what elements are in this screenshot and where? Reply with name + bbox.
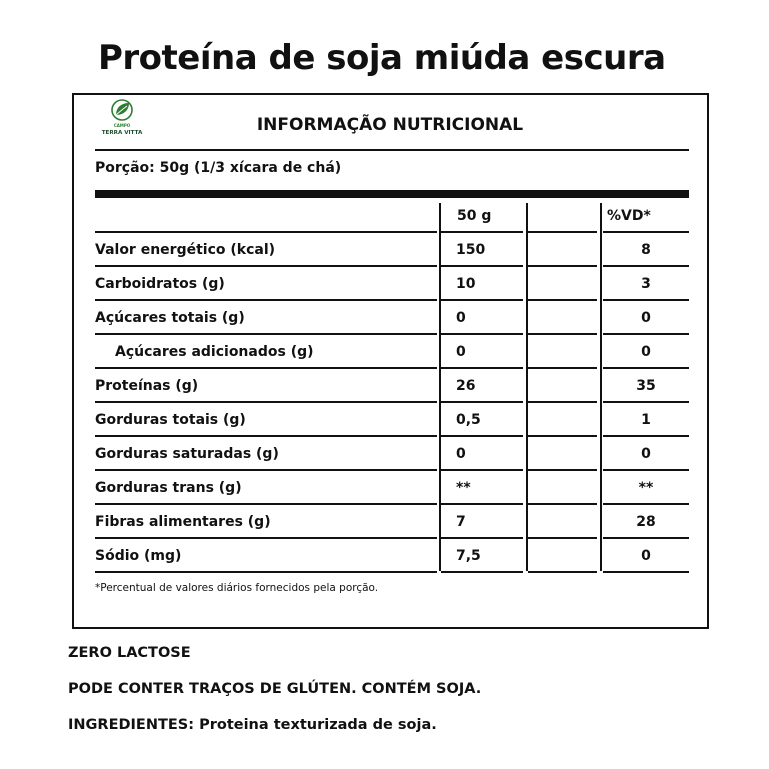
nutrient-amount: 10 (456, 276, 476, 292)
nutrient-label: Valor energético (kcal) (95, 242, 276, 258)
nutrient-amount: 0,5 (456, 412, 481, 428)
row-divider (603, 265, 689, 267)
row-divider (603, 503, 689, 505)
row-divider (603, 435, 689, 437)
nutrient-dv: 1 (641, 412, 651, 428)
nutrient-dv: ** (638, 480, 654, 496)
nutrient-amount: 0 (456, 310, 466, 326)
footnote: *Percentual de valores diários fornecidos pela porção. (95, 582, 379, 594)
row-divider (441, 231, 523, 233)
nutrient-label: Proteínas (g) (95, 378, 199, 394)
nutrient-amount: 26 (456, 378, 476, 394)
ingredients-text: Proteina texturizada de soja. (199, 717, 437, 733)
nutrient-amount: 7,5 (456, 548, 481, 564)
thick-divider (95, 190, 689, 198)
row-divider (528, 435, 597, 437)
row-divider (528, 401, 597, 403)
row-divider (528, 265, 597, 267)
heading-divider (95, 149, 689, 151)
nutrient-dv: 0 (641, 548, 651, 564)
nutrient-label: Gorduras saturadas (g) (95, 446, 279, 462)
row-divider (95, 265, 437, 267)
column-divider (439, 203, 441, 571)
portion-size: Porção: 50g (1/3 xícara de chá) (95, 160, 342, 176)
row-divider (528, 503, 597, 505)
row-divider (95, 333, 437, 335)
ingredients-note (68, 715, 437, 735)
row-divider (528, 299, 597, 301)
product-title: Proteína de soja miúda escura (98, 38, 666, 78)
row-divider (603, 571, 689, 573)
nutrient-label: Gorduras totais (g) (95, 412, 246, 428)
nutrient-label: Fibras alimentares (g) (95, 514, 271, 530)
row-divider (603, 367, 689, 369)
logo-top-text: CAMPO (113, 123, 131, 128)
ingredients-label: INGREDIENTES: (68, 717, 195, 733)
row-divider (441, 401, 523, 403)
row-divider (95, 231, 437, 233)
row-divider (95, 469, 437, 471)
row-divider (528, 231, 597, 233)
leaf-icon (97, 98, 147, 124)
panel-heading: INFORMAÇÃO NUTRICIONAL (256, 115, 524, 135)
header-amount: 50 g (457, 208, 492, 224)
row-divider (603, 333, 689, 335)
lactose-note: ZERO LACTOSE (68, 645, 191, 661)
nutrient-dv: 3 (641, 276, 651, 292)
row-divider (528, 469, 597, 471)
allergen-note: PODE CONTER TRAÇOS DE GLÚTEN. CONTÉM SOJA. (68, 681, 482, 697)
column-divider (526, 203, 528, 571)
row-divider (603, 537, 689, 539)
row-divider (528, 367, 597, 369)
row-divider (441, 435, 523, 437)
row-divider (441, 333, 523, 335)
row-divider (95, 367, 437, 369)
header-dv: %VD* (607, 208, 651, 224)
nutrient-amount: 0 (456, 344, 466, 360)
column-divider (600, 203, 602, 571)
nutrient-amount: 7 (456, 514, 466, 530)
row-divider (95, 571, 437, 573)
nutrient-amount: ** (456, 480, 471, 496)
row-divider (528, 571, 597, 573)
nutrient-dv: 0 (641, 446, 651, 462)
row-divider (441, 367, 523, 369)
nutrient-label: Sódio (mg) (95, 548, 182, 564)
row-divider (441, 537, 523, 539)
nutrient-dv: 0 (641, 344, 651, 360)
nutrient-amount: 0 (456, 446, 466, 462)
row-divider (95, 299, 437, 301)
nutrient-amount: 150 (456, 242, 486, 258)
nutrient-label: Açúcares adicionados (g) (115, 344, 314, 360)
row-divider (441, 503, 523, 505)
row-divider (95, 503, 437, 505)
row-divider (95, 537, 437, 539)
row-divider (603, 299, 689, 301)
row-divider (441, 469, 523, 471)
row-divider (441, 571, 523, 573)
row-divider (441, 265, 523, 267)
nutrient-dv: 35 (636, 378, 656, 394)
row-divider (95, 435, 437, 437)
nutrient-dv: 28 (636, 514, 656, 530)
row-divider (441, 299, 523, 301)
nutrient-label: Açúcares totais (g) (95, 310, 245, 326)
nutrient-label: Gorduras trans (g) (95, 480, 242, 496)
logo-brand-text: TERRA VITTA (101, 130, 143, 136)
row-divider (528, 333, 597, 335)
nutrient-dv: 8 (641, 242, 651, 258)
row-divider (603, 469, 689, 471)
nutrient-label: Carboidratos (g) (95, 276, 225, 292)
row-divider (603, 401, 689, 403)
brand-logo (97, 98, 147, 142)
nutrient-dv: 0 (641, 310, 651, 326)
row-divider (95, 401, 437, 403)
row-divider (603, 231, 689, 233)
row-divider (528, 537, 597, 539)
